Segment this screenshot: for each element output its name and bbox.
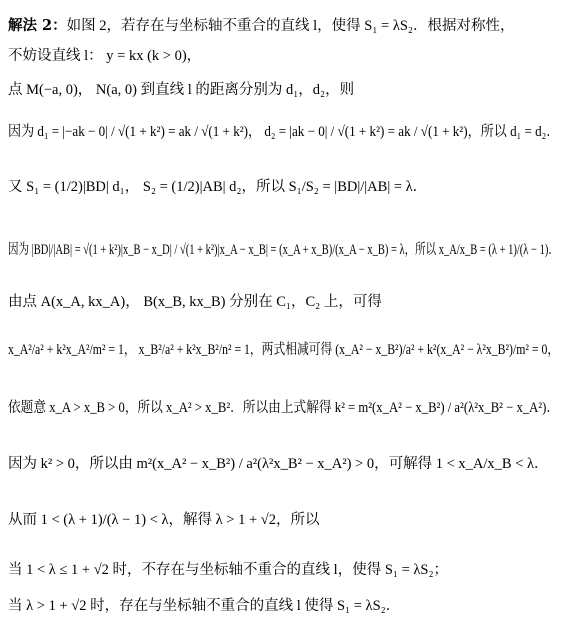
line-text: 如图 2，若存在与坐标轴不重合的直线 l，使得 S₁ = λS₂．根据对称性， bbox=[66, 18, 515, 34]
solution-line-4: 因为 d₁ = |−ak − 0| / √(1 + k²) = ak / √(1 + k²)， d₂ = |ak − 0| / √(1 + k²) = ak / √(1 + k²)，所以 d₁ = d₂． bbox=[8, 124, 560, 140]
solution-line-5: 又 S₁ = (1/2)|BD| d₁， S₂ = (1/2)|AB| d₂，所以 S₁/S₂ = |BD|/|AB| = λ． bbox=[8, 179, 428, 195]
solution-line-6: 因为 |BD|/|AB| = √(1 + k²)|x_B − x_D| / √(1 + k²)|x_A − x_B| = (x_A + x_B)/(x_A − x_B) = λ，所以 x_A/x_B = (λ + 1)/(λ − 1)． bbox=[8, 242, 559, 258]
solution-line-13: 当 λ > 1 + √2 时，存在与坐标轴不重合的直线 l 使得 S₁ = λS₂． bbox=[8, 598, 401, 614]
solution-line-10: 因为 k² > 0，所以由 m²(x_A² − x_B²) / a²(λ²x_B² − x_A²) > 0，可解得 1 < x_A/x_B < λ． bbox=[8, 456, 549, 472]
solution-line-9: 依题意 x_A > x_B > 0，所以 x_A² > x_B²．所以由上式解得 k² = m²(x_A² − x_B²) / a²(λ²x_B² − x_A²)． bbox=[8, 400, 560, 416]
solution-line-2: 不妨设直线 l： y = kx (k > 0)， bbox=[8, 48, 202, 64]
solution-label: 解法 2： bbox=[8, 17, 67, 34]
solution-line-8: x_A²/a² + k²x_A²/m² = 1， x_B²/a² + k²x_B²/n² = 1，两式相减可得 (x_A² − x_B²)/a² + k²(x_A² − λ²x_B²)/m² = 0， bbox=[8, 342, 560, 358]
solution-line-7: 由点 A(x_A, kx_A)， B(x_B, kx_B) 分别在 C₁，C₂ 上，可得 bbox=[8, 294, 382, 310]
solution-line-1 bbox=[8, 14, 515, 35]
solution-line-11: 从而 1 < (λ + 1)/(λ − 1) < λ，解得 λ > 1 + √2，所以 bbox=[8, 512, 320, 528]
solution-line-12: 当 1 < λ ≤ 1 + √2 时，不存在与坐标轴不重合的直线 l，使得 S₁ = λS₂； bbox=[8, 562, 449, 578]
solution-line-3: 点 M(−a, 0)， N(a, 0) 到直线 l 的距离分别为 d₁，d₂，则 bbox=[8, 82, 355, 98]
